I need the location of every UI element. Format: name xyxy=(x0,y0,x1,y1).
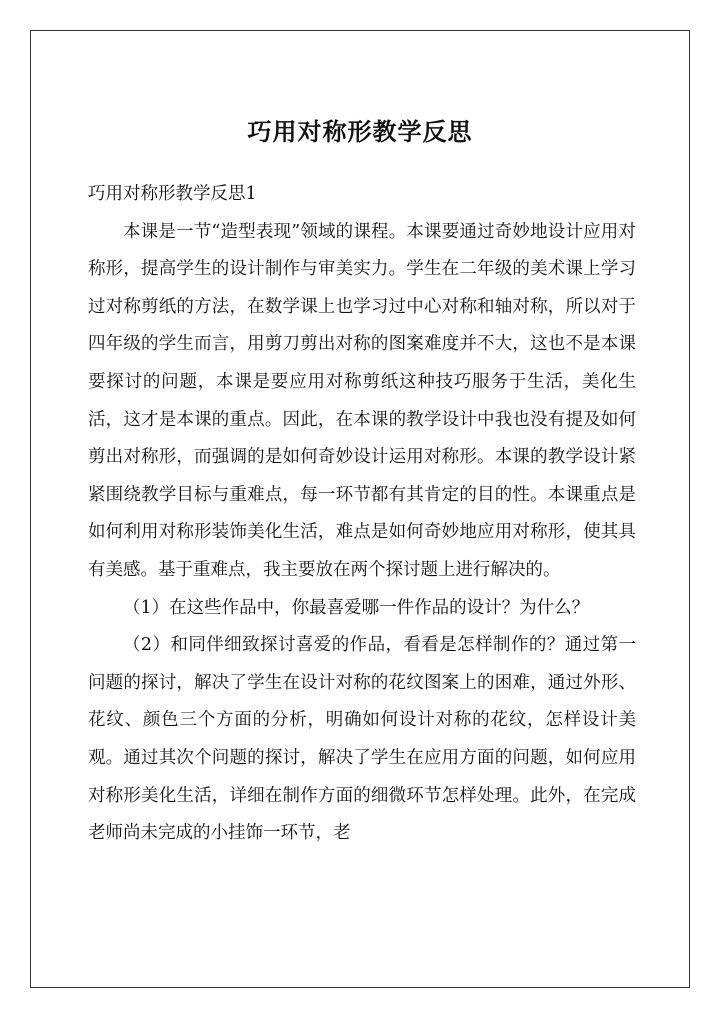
document-title: 巧用对称形教学反思 xyxy=(247,117,473,146)
section-subtitle: 巧用对称形教学反思1 xyxy=(88,184,257,204)
paragraph-question-1: （1）在这些作品中，你最喜爱哪一件作品的设计？为什么？ xyxy=(123,597,590,618)
document-body xyxy=(88,176,636,853)
paragraph-question-2: （2）和同伴细致探讨喜爱的作品，看看是怎样制作的？通过第一问题的探讨，解决了学生在设计对称的花纹图案上的困难，通过外形、花纹、颜色三个方面的分析，明确如何设计对称的花纹，怎样设计美观。通过其次个问题的探讨，解决了学生在应用方面的问题，如何应用对称形美化生活，详细在制作方面的细微环节怎样处理。此外，在完成老师尚未完成的小挂饰一环节，老 xyxy=(88,635,636,844)
paragraph-intro: 本课是一节“造型表现”领域的课程。本课要通过奇妙地设计应用对称形，提高学生的设计制作与审美实力。学生在二年级的美术课上学习过对称剪纸的方法，在数学课上也学习过中心对称和轴对称，所以对于四年级的学生而言，用剪刀剪出对称的图案难度并不大，这也不是本课要探讨的问题，本课是要应用对称剪纸这种技巧服务于生活，美化生活，这才是本课的重点。因此，在本课的教学设计中我也没有提及如何剪出对称形，而强调的是如何奇妙设计运用对称形。本课的教学设计紧紧围绕教学目标与重难点，每一环节都有其肯定的目的性。本课重点是如何利用对称形装饰美化生活，难点是如何奇妙地应用对称形，使其具有美感。基于重难点，我主要放在两个探讨题上进行解决的。 xyxy=(88,221,636,580)
